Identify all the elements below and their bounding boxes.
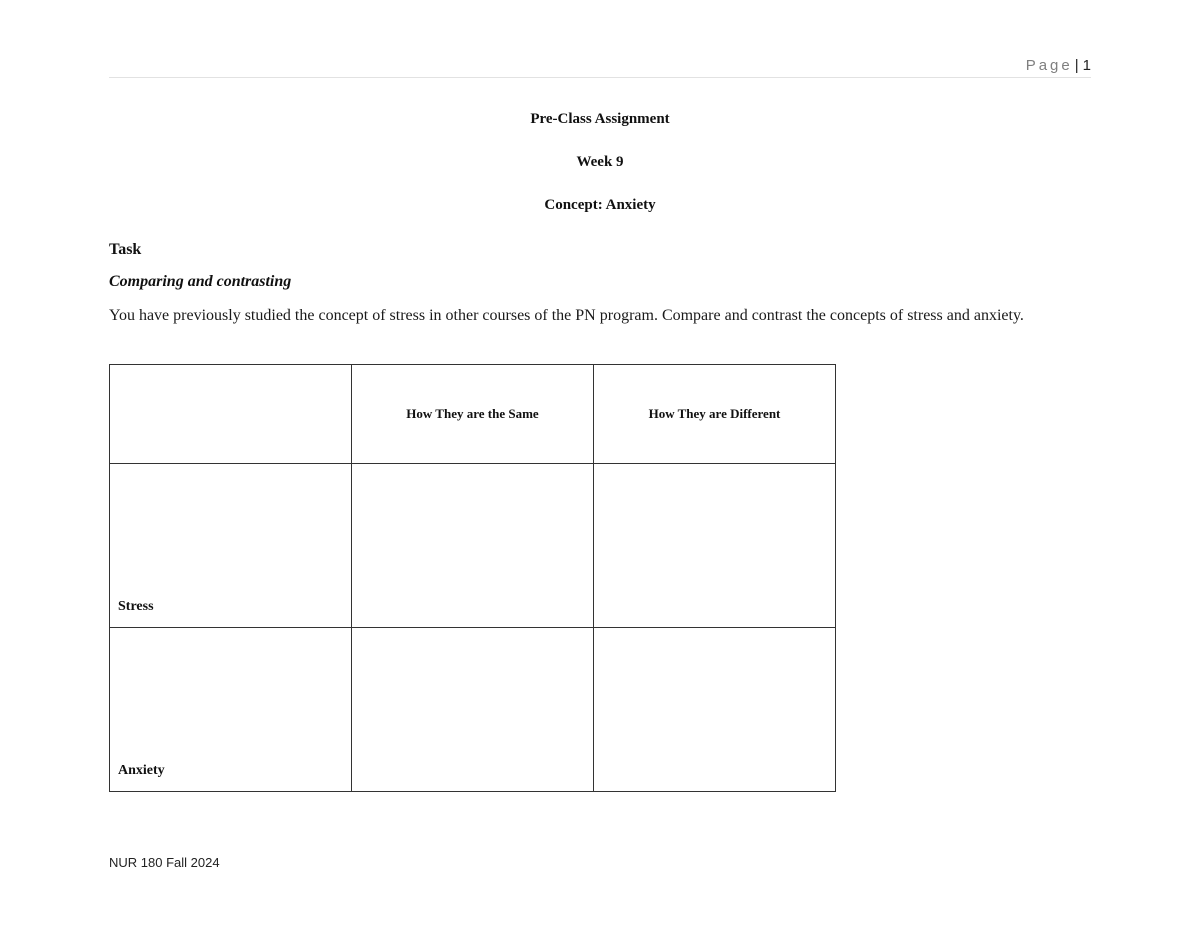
task-heading: Task <box>109 241 142 258</box>
page-number: 1 <box>1082 57 1091 74</box>
concept-label: Concept: Anxiety <box>544 197 656 213</box>
page-number-indicator <box>1026 57 1091 74</box>
page-label: Page <box>1025 57 1073 74</box>
anxiety-same-cell[interactable] <box>352 628 594 792</box>
row-label-cell <box>110 464 352 628</box>
stress-same-cell[interactable] <box>352 464 594 628</box>
week-label: Week 9 <box>576 154 624 170</box>
row-label-anxiety: Anxiety <box>118 763 165 778</box>
column-header-different: How They are Different <box>594 365 836 464</box>
compare-contrast-table <box>109 364 836 792</box>
table-header-row <box>110 365 836 464</box>
anxiety-different-cell[interactable] <box>594 628 836 792</box>
page-footer: NUR 180 Fall 2024 <box>109 855 220 870</box>
row-label-cell <box>110 628 352 792</box>
task-instructions: You have previously studied the concept of stress in other courses of the PN program. Compare and contrast the concepts of stress and anxiety. <box>109 307 1024 324</box>
column-header-same: How They are the Same <box>352 365 594 464</box>
page-separator: | <box>1074 57 1079 74</box>
stress-different-cell[interactable] <box>594 464 836 628</box>
table-row-anxiety <box>110 628 836 792</box>
row-label-stress: Stress <box>118 599 154 614</box>
task-subheading: Comparing and contrasting <box>109 273 292 290</box>
document-title: Pre-Class Assignment <box>530 111 670 127</box>
page-header <box>109 55 1091 78</box>
table-row-stress <box>110 464 836 628</box>
table-corner-cell <box>110 365 352 464</box>
